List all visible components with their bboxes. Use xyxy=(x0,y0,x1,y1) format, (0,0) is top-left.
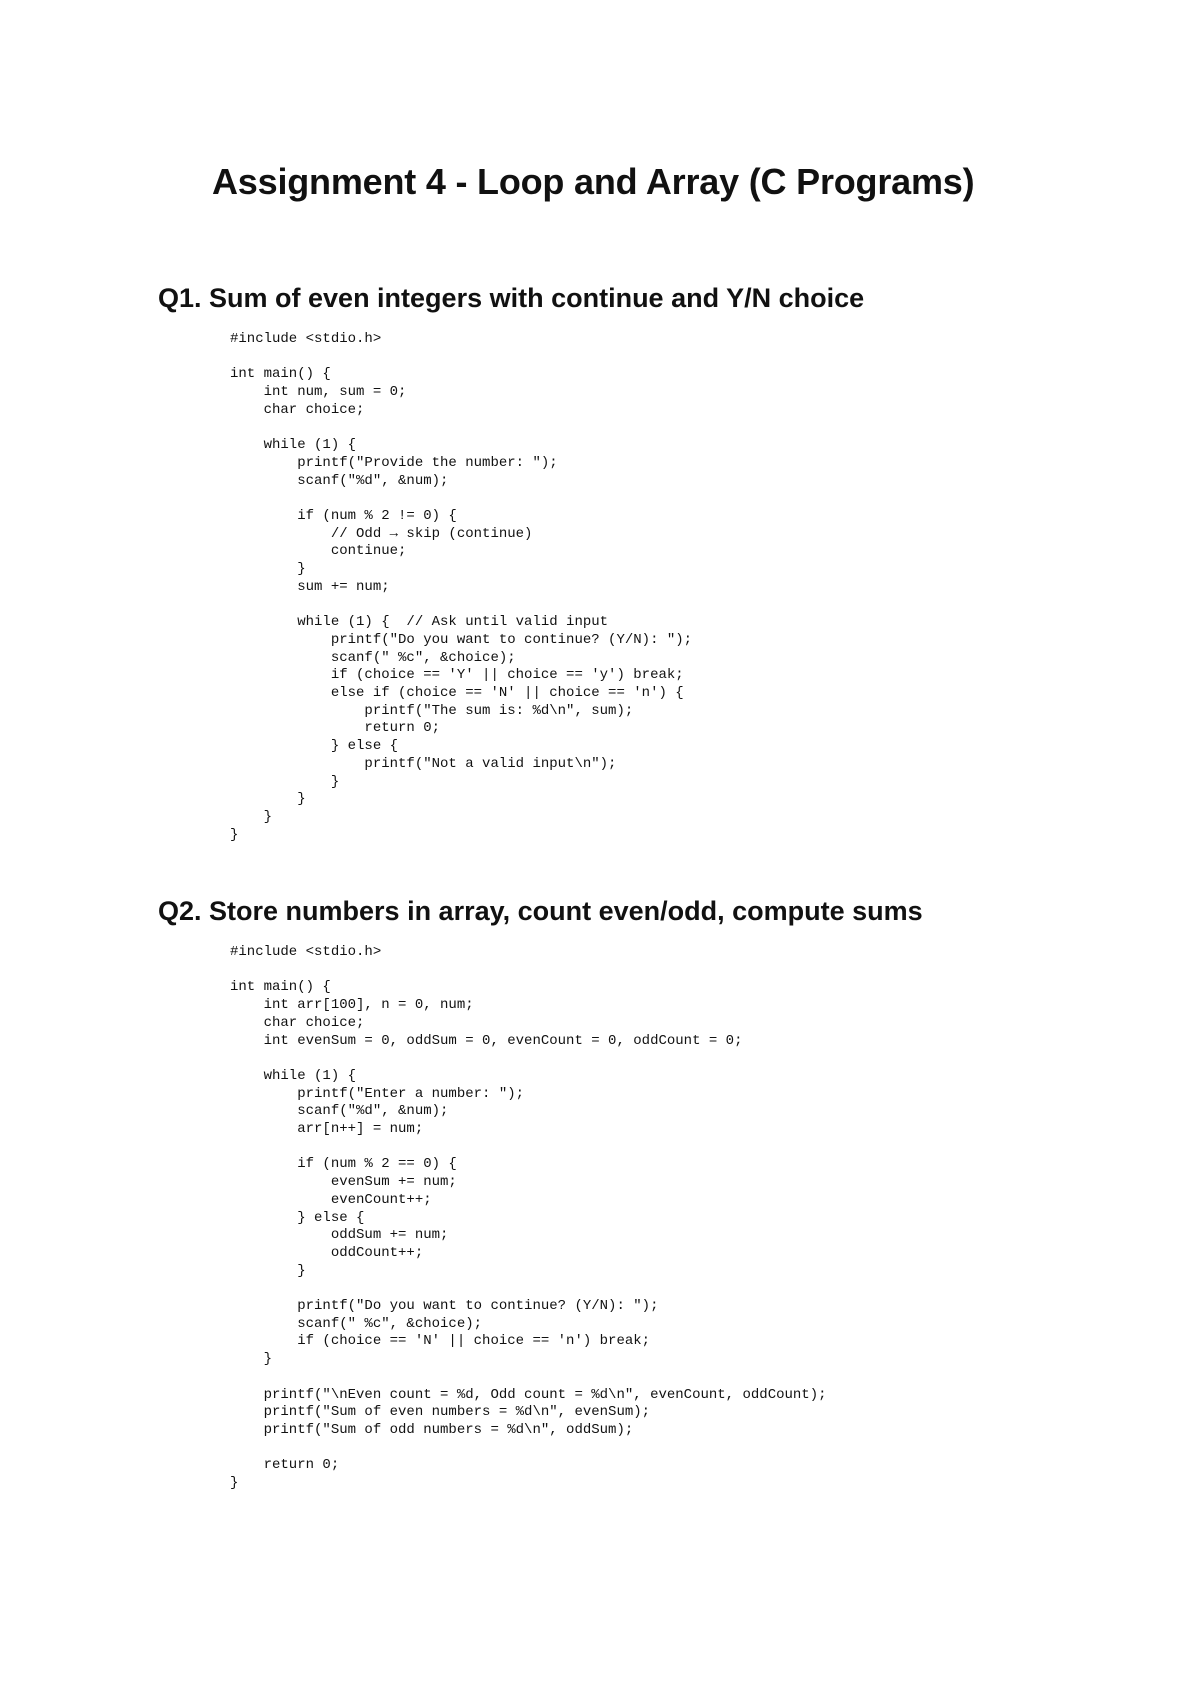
q1-code-block: #include <stdio.h> int main() { int num, sum = 0; char choice; while (1) { printf("Provide the number: "); scanf("%d", &num); if (num % 2 != 0) { // Odd → skip (continue) continue; } sum += num; while (1) { // Ask until valid input printf("Do you want to continue? (Y/N): "); scanf(" %c", &choice); if (choice == 'Y' || choice == 'y') break; else if (choice == 'N' || choice == 'n') { printf("The sum is: %d\n", sum); return 0; } else { printf("Not a valid input\n"); } } } } xyxy=(230,331,693,843)
q2-code-block: #include <stdio.h> int main() { int arr[100], n = 0, num; char choice; int evenSum = 0, oddSum = 0, evenCount = 0, oddCount = 0; while (1) { printf("Enter a number: "); scanf("%d", &num); arr[n++] = num; if (num % 2 == 0) { evenSum += num; evenCount++; } else { oddSum += num; oddCount++; } printf("Do you want to continue? (Y/N): "); scanf(" %c", &choice); if (choice == 'N' || choice == 'n') break; } printf("\nEven count = %d, Odd count = %d\n", evenCount, oddCount); printf("Sum of even numbers = %d\n", evenSum); printf("Sum of odd numbers = %d\n", oddSum); return 0; } xyxy=(230,944,827,1492)
q1-heading: Q1. Sum of even integers with continue and Y/N choice xyxy=(158,283,865,313)
page-title: Assignment 4 - Loop and Array (C Programs) xyxy=(212,161,975,202)
q2-heading: Q2. Store numbers in array, count even/odd, compute sums xyxy=(158,896,923,926)
